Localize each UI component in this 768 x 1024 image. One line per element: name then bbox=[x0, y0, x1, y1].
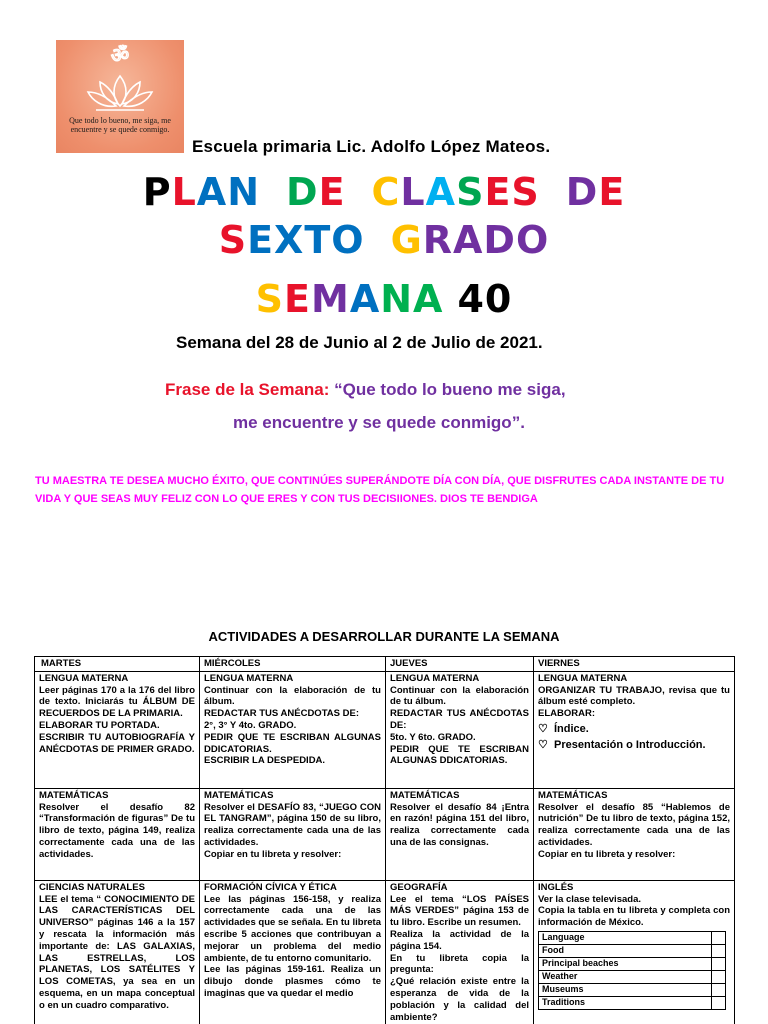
table-row bbox=[35, 788, 735, 880]
activities-title: ACTIVIDADES A DESARROLLAR DURANTE LA SEMANA bbox=[208, 629, 560, 644]
activity-text: Lee el tema “LOS PAÍSES MÁS VERDES” página 153 de tu libro. Escribe un resumen. Realiza la actividad de la página 154. En tu libreta copia la pregunta: ¿Qué relación existe entre la esperanza de vida de la población y la calidad del ambiente? bbox=[390, 893, 529, 1023]
english-table-cell: Language bbox=[539, 931, 712, 944]
title-segment: E bbox=[284, 277, 311, 321]
title-segment: EXTO bbox=[247, 218, 365, 262]
english-table-cell: Museums bbox=[539, 983, 712, 996]
activity-cell bbox=[534, 671, 735, 788]
activity-text: Resolver el desafío 84 ¡Entra en razón! página 151 del libro, realiza correctamente cada una de las consignas. bbox=[390, 801, 529, 848]
lotus-icon bbox=[56, 40, 184, 120]
title-segment: L bbox=[400, 170, 426, 214]
teacher-wish: TU MAESTRA TE DESEA MUCHO ÉXITO, QUE CONTINÚES SUPERÁNDOTE DÍA CON DÍA, QUE DISFRUTES CADA INSTANTE DE TU VIDA Y QUE SEAS MUY FELIZ CON LO QUE ERES Y CON TUS DECISIIONES. DIOS TE BENDIGA bbox=[35, 475, 725, 505]
title-line-3 bbox=[0, 277, 768, 321]
english-table-cell: Traditions bbox=[539, 996, 712, 1009]
title-segment: AN bbox=[196, 170, 261, 214]
activity-cell bbox=[35, 671, 200, 788]
subject-label: LENGUA MATERNA bbox=[538, 672, 628, 684]
activity-text: Resolver el DESAFÍO 83, “JUEGO CON EL TANGRAM”, página 150 de su libro, realiza correctamente cada una de las actividades. Copiar en tu libreta y resolver: bbox=[204, 801, 381, 860]
title-segment: A bbox=[349, 277, 381, 321]
logo-quote: Que todo lo bueno, me siga, me encuentre y se quede conmigo. bbox=[69, 116, 171, 134]
table-row bbox=[35, 880, 735, 1024]
activity-cell bbox=[534, 788, 735, 880]
activity-text: Continuar con la elaboración de tu álbum. REDACTAR TUS ANÉCDOTAS DE: 2°, 3° Y 4to. GRADO. PEDIR QUE TE ESCRIBAN ALGUNAS DDICATORIAS. ESCRIBIR LA DESPEDIDA. bbox=[204, 684, 381, 767]
activity-text: LEE el tema “ CONOCIMIENTO DE LAS CARACTERÍSTICAS DEL UNIVERSO” páginas 146 a la 157 y rescata la información más importante de: LAS GALAXIAS, LAS ESTRELLAS, LOS PLANETAS, LOS SATÉLITES Y LOS COMETAS, ya sea en un esquema, en un mapa conceptual o en un cuadro comparativo. bbox=[39, 893, 195, 1011]
title-segment: M bbox=[310, 277, 350, 321]
title-segment: G bbox=[390, 218, 423, 262]
subject-label: FORMACIÓN CÍVICA Y ÉTICA bbox=[204, 881, 337, 893]
title-segment: C bbox=[371, 170, 401, 214]
activity-cell bbox=[386, 788, 534, 880]
activity-text: Ver la clase televisada. Copia la tabla en tu libreta y completa con información de México. bbox=[538, 893, 730, 929]
om-symbol-icon: ॐ bbox=[110, 43, 130, 67]
school-logo bbox=[56, 40, 184, 153]
subject-label: CIENCIAS NATURALES bbox=[39, 881, 145, 893]
title-segment: L bbox=[171, 170, 197, 214]
activity-cell bbox=[534, 880, 735, 1024]
activities-table bbox=[34, 656, 735, 1024]
title-segment: S bbox=[218, 218, 248, 262]
title-segment: E bbox=[598, 170, 626, 214]
subject-label: MATEMÁTICAS bbox=[204, 789, 274, 801]
table-row bbox=[35, 671, 735, 788]
week-range: Semana del 28 de Junio al 2 de Julio de 2021. bbox=[176, 333, 543, 352]
heart-icon: ♡ bbox=[538, 722, 548, 735]
activity-text: Resolver el desafío 82 “Transformación de figuras” De tu libro de texto, página 149, realiza correctamente cada una de las actividades. bbox=[39, 801, 195, 860]
activity-cell bbox=[200, 671, 386, 788]
title-segment: D bbox=[565, 170, 599, 214]
day-header: MIÉRCOLES bbox=[200, 657, 386, 672]
table-header-row bbox=[35, 657, 735, 672]
phrase-text-1: “Que todo lo bueno me siga, bbox=[334, 380, 566, 399]
title-segment: S bbox=[255, 277, 285, 321]
title-segment: P bbox=[142, 170, 172, 214]
school-name: Escuela primaria Lic. Adolfo López Mateos. bbox=[192, 137, 551, 156]
subject-label: LENGUA MATERNA bbox=[39, 672, 129, 684]
title-segment: S bbox=[456, 170, 485, 214]
subject-label: GEOGRAFÍA bbox=[390, 881, 448, 893]
activity-text: Resolver el desafío 85 “Hablemos de nutrición” De tu libro de texto, página 152, realiza correctamente cada una de las actividades. Copiar en tu libreta y resolver: bbox=[538, 801, 730, 860]
english-table bbox=[538, 931, 726, 1010]
heart-icon: ♡ bbox=[538, 738, 548, 751]
title-segment: RADO bbox=[422, 218, 550, 262]
title-segment: ES bbox=[484, 170, 540, 214]
subject-label: MATEMÁTICAS bbox=[390, 789, 460, 801]
title-segment: NA bbox=[380, 277, 444, 321]
subject-label: LENGUA MATERNA bbox=[390, 672, 480, 684]
subject-label: INGLÉS bbox=[538, 881, 574, 893]
phrase-label: Frase de la Semana: bbox=[165, 380, 335, 399]
list-item: ♡ Índice. bbox=[538, 722, 589, 735]
activity-cell bbox=[386, 671, 534, 788]
activity-cell bbox=[386, 880, 534, 1024]
activity-cell bbox=[35, 788, 200, 880]
day-header: VIERNES bbox=[534, 657, 735, 672]
activity-text: Lee las páginas 156-158, y realiza correctamente cada una de las actividades que se señala. En tu libreta escribe 5 acciones que contribuyan a mejorar un problema del medio ambiente, de tu entorno comunitario. Lee las páginas 159-161. Realiza un dibujo donde plasmes cómo te imaginas que va quedar el medio bbox=[204, 893, 381, 999]
phrase-line-1 bbox=[165, 380, 566, 400]
title-segment: E bbox=[318, 170, 346, 214]
subject-label: MATEMÁTICAS bbox=[39, 789, 109, 801]
title-line-1 bbox=[0, 170, 768, 214]
phrase-line-2: me encuentre y se quede conmigo”. bbox=[233, 413, 525, 432]
subject-label: LENGUA MATERNA bbox=[204, 672, 294, 684]
english-table-cell: Principal beaches bbox=[539, 957, 712, 970]
title-segment: 40 bbox=[457, 277, 513, 321]
title-segment: A bbox=[425, 170, 457, 214]
activity-text: ORGANIZAR TU TRABAJO, revisa que tu álbum esté completo. ELABORAR: bbox=[538, 684, 730, 720]
day-header: MARTES bbox=[35, 657, 200, 672]
activity-cell bbox=[200, 788, 386, 880]
english-table-cell: Weather bbox=[539, 970, 712, 983]
title-line-2 bbox=[0, 218, 768, 262]
english-table-cell: Food bbox=[539, 944, 712, 957]
title-segment: D bbox=[286, 170, 319, 214]
activity-text: Leer páginas 170 a la 176 del libro de texto. Iniciarás tu ÁLBUM DE RECUERDOS DE LA PRIMARIA. ELABORAR TU PORTADA. ESCRIBIR TU AUTOBIOGRAFÍA Y ANÉCDOTAS DE PRIMER GRADO. bbox=[39, 684, 195, 755]
day-header: JUEVES bbox=[386, 657, 534, 672]
activity-text: Continuar con la elaboración de tu álbum. REDACTAR TUS ANÉCDOTAS DE: 5to. Y 6to. GRADO. PEDIR QUE TE ESCRIBAN ALGUNAS DDICATORIAS. bbox=[390, 684, 529, 767]
activity-cell bbox=[35, 880, 200, 1024]
activity-cell bbox=[200, 880, 386, 1024]
list-item: ♡ Presentación o Introducción. bbox=[538, 738, 706, 751]
subject-label: MATEMÁTICAS bbox=[538, 789, 608, 801]
